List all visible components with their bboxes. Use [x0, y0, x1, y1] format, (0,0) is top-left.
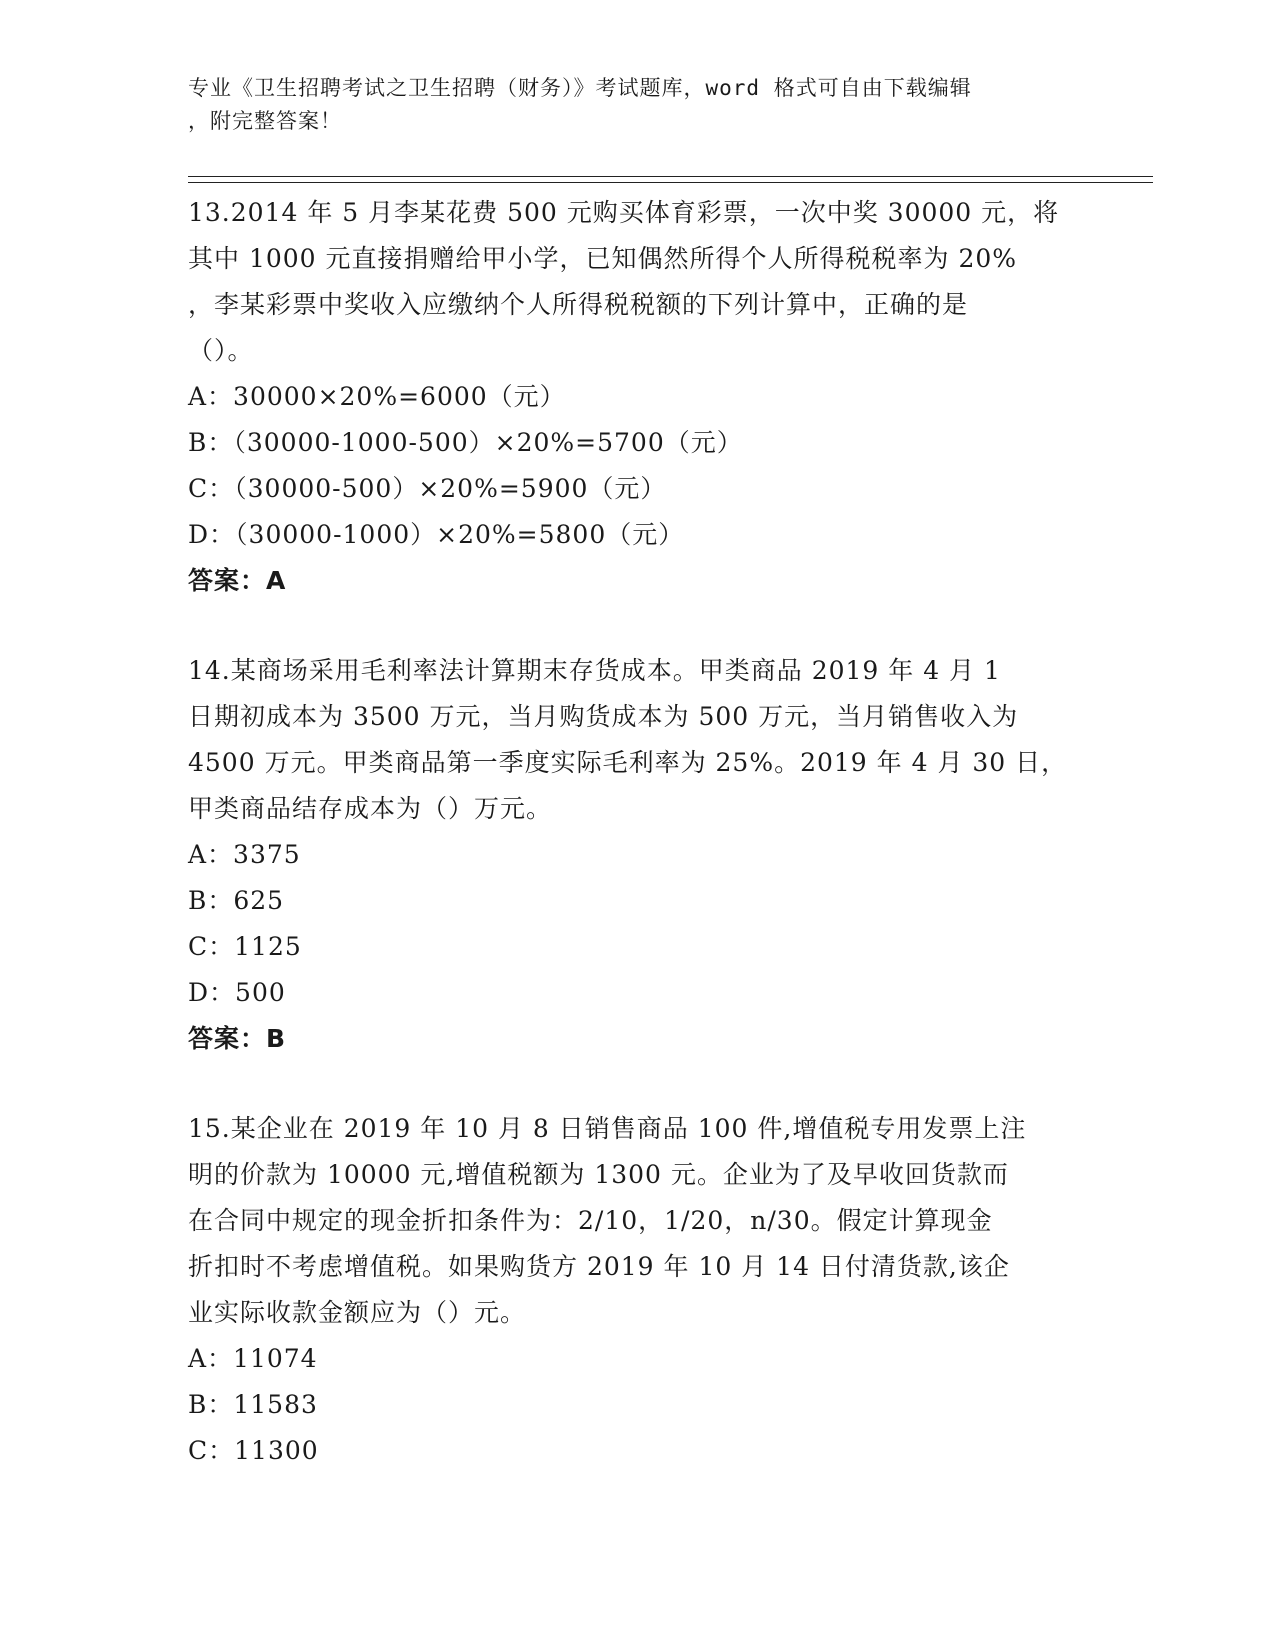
option-b: B：11583	[188, 1390, 318, 1419]
question-stem-line: 日期初成本为 3500 万元，当月购货成本为 500 万元，当月销售收入为	[188, 702, 1019, 731]
option-c: C：（30000-500）×20%=5900（元）	[188, 474, 667, 503]
question-15	[188, 1106, 1088, 1474]
header-line-1: 专业《卫生招聘考试之卫生招聘（财务）》考试题库，word 格式可自由下载编辑	[188, 76, 972, 100]
question-stem-line: 13.2014 年 5 月李某花费 500 元购买体育彩票，一次中奖 30000 元，将	[188, 198, 1060, 227]
question-stem-line: 14.某商场采用毛利率法计算期末存货成本。甲类商品 2019 年 4 月 1	[188, 656, 1001, 685]
answer-line: 答案：A	[188, 566, 287, 595]
option-d: D：500	[188, 978, 286, 1007]
document-header	[188, 72, 1088, 138]
question-spacer	[188, 1062, 1088, 1106]
question-stem-line: 其中 1000 元直接捐赠给甲小学，已知偶然所得个人所得税税率为 20%	[188, 244, 1018, 273]
answer-line: 答案：B	[188, 1024, 287, 1053]
option-a: A：3375	[188, 840, 301, 869]
question-spacer	[188, 604, 1088, 648]
question-stem-line: 明的价款为 10000 元,增值税额为 1300 元。企业为了及早收回货款而	[188, 1160, 1009, 1189]
option-c: C：11300	[188, 1436, 319, 1465]
option-b: B：625	[188, 886, 285, 915]
question-stem-line: ，李某彩票中奖收入应缴纳个人所得税税额的下列计算中，正确的是	[188, 290, 969, 319]
question-stem-line: （）。	[188, 336, 254, 365]
question-stem-line: 折扣时不考虑增值税。如果购货方 2019 年 10 月 14 日付清货款,该企	[188, 1252, 1010, 1281]
question-stem-line: 15.某企业在 2019 年 10 月 8 日销售商品 100 件,增值税专用发票上注	[188, 1114, 1027, 1143]
option-b: B：（30000-1000-500）×20%=5700（元）	[188, 428, 743, 457]
option-a: A：11074	[188, 1344, 318, 1373]
option-a: A：30000×20%=6000（元）	[188, 382, 566, 411]
question-stem-line: 在合同中规定的现金折扣条件为：2/10，1/20，n/30。假定计算现金	[188, 1206, 993, 1235]
header-divider-top	[188, 176, 1153, 177]
header-divider-bottom	[188, 182, 1153, 183]
question-stem-line: 甲类商品结存成本为（）万元。	[188, 794, 553, 823]
question-14	[188, 648, 1088, 1062]
question-stem-line: 4500 万元。甲类商品第一季度实际毛利率为 25%。2019 年 4 月 30 日，	[188, 748, 1068, 777]
question-13	[188, 190, 1088, 604]
question-list	[188, 190, 1088, 1474]
question-stem-line: 业实际收款金额应为（）元。	[188, 1298, 527, 1327]
option-c: C：1125	[188, 932, 302, 961]
option-d: D：（30000-1000）×20%=5800（元）	[188, 520, 685, 549]
header-line-2: ，附完整答案！	[188, 109, 342, 133]
